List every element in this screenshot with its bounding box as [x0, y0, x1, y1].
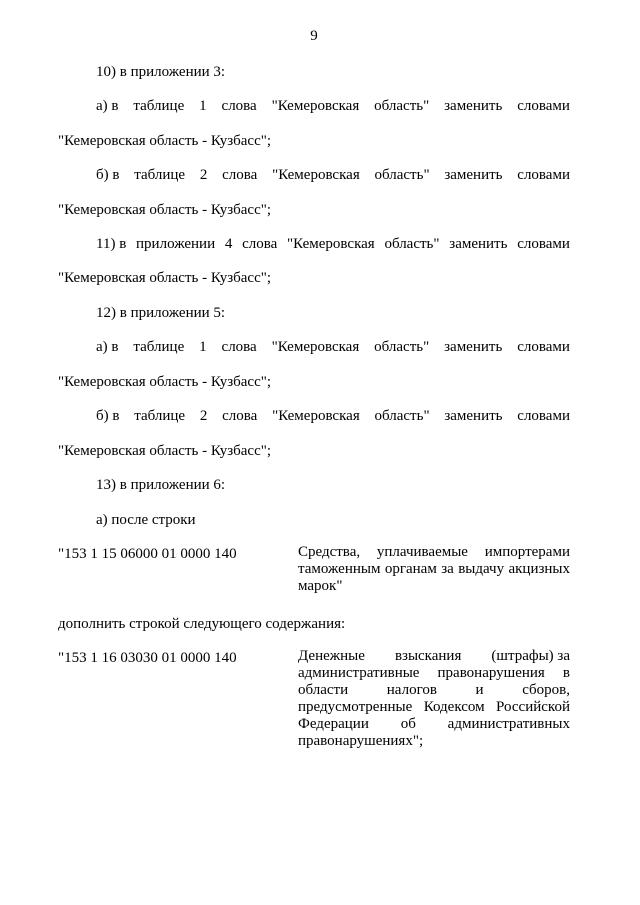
- table-row-2-description: [298, 648, 570, 750]
- word: заменить: [449, 236, 508, 252]
- word: слова: [222, 408, 258, 424]
- word: приложении: [136, 236, 216, 252]
- word: "Кемеровская: [287, 236, 375, 252]
- word: таможенным: [298, 561, 381, 577]
- word: импортерами: [484, 544, 570, 560]
- word: за: [441, 561, 454, 577]
- description-line: [298, 561, 570, 578]
- word: административных: [447, 716, 570, 732]
- word: Российской: [496, 699, 570, 715]
- description-line: [298, 699, 570, 716]
- word: слова: [221, 98, 257, 114]
- word: слова: [242, 236, 278, 252]
- item-12-heading: 12) в приложении 5:: [96, 305, 226, 321]
- word: 1: [199, 98, 207, 114]
- word: Средства,: [298, 544, 361, 560]
- word: а) в: [96, 339, 119, 355]
- word: заменить: [444, 98, 503, 114]
- word: сборов,: [522, 682, 570, 698]
- item-10-heading: 10) в приложении 3:: [96, 64, 226, 80]
- word: слова: [222, 167, 258, 183]
- word: выдачу: [458, 561, 505, 577]
- word: "Кемеровская: [272, 408, 360, 424]
- item-13a-text: а) после строки: [96, 512, 196, 528]
- word: а) в: [96, 98, 119, 114]
- word: заменить: [444, 408, 503, 424]
- word: правонарушениях";: [298, 733, 424, 749]
- word: предусмотренные: [298, 699, 413, 715]
- word: "Кемеровская: [271, 339, 360, 355]
- word: акцизных: [508, 561, 570, 577]
- word: словами: [517, 236, 570, 252]
- word: в: [562, 665, 570, 681]
- description-line: [298, 716, 570, 733]
- word: 2: [199, 408, 208, 424]
- word: область": [374, 408, 430, 424]
- word: Федерации: [298, 716, 369, 732]
- word: административные: [298, 665, 420, 681]
- word: словами: [517, 98, 570, 114]
- item-10b-continuation: "Кемеровская область - Кузбасс";: [58, 202, 272, 218]
- word: и: [475, 682, 484, 698]
- word: Денежные: [298, 648, 365, 664]
- word: таблице: [133, 339, 185, 355]
- word: таблице: [134, 167, 186, 183]
- word: области: [298, 682, 349, 698]
- page-number: 9: [310, 28, 318, 44]
- item-10b-line: [96, 165, 570, 185]
- word: Кодексом: [423, 699, 485, 715]
- word: область": [374, 167, 430, 183]
- word: область": [374, 339, 430, 355]
- description-line: [298, 665, 570, 682]
- word: область": [374, 98, 430, 114]
- item-12a-continuation: "Кемеровская область - Кузбасс";: [58, 374, 272, 390]
- item-11-continuation: "Кемеровская область - Кузбасс";: [58, 270, 272, 286]
- word: словами: [517, 167, 570, 183]
- word: таблице: [134, 408, 186, 424]
- word: область": [384, 236, 440, 252]
- description-line: [298, 682, 570, 699]
- word: уплачиваемые: [376, 544, 468, 560]
- word: словами: [517, 339, 570, 355]
- word: об: [400, 716, 416, 732]
- table-row-1-code: "153 1 15 06000 01 0000 140: [58, 546, 237, 562]
- item-12b-continuation: "Кемеровская область - Кузбасс";: [58, 443, 272, 459]
- word: б) в: [96, 167, 120, 183]
- word: словами: [517, 408, 570, 424]
- word: налогов: [386, 682, 437, 698]
- description-line: [298, 648, 570, 665]
- supplement-text: дополнить строкой следующего содержания:: [58, 616, 346, 632]
- table-row-1-description: [298, 544, 570, 595]
- word: взыскания: [394, 648, 462, 664]
- word: марок": [298, 578, 343, 594]
- word: органам: [384, 561, 437, 577]
- word: таблице: [133, 98, 185, 114]
- word: правонарушения: [437, 665, 545, 681]
- word: 11) в: [96, 236, 127, 252]
- word: б) в: [96, 408, 120, 424]
- item-12a-line: [96, 337, 570, 357]
- table-row-2-code: "153 1 16 03030 01 0000 140: [58, 650, 237, 666]
- description-line: [298, 733, 570, 750]
- word: 2: [199, 167, 208, 183]
- word: слова: [221, 339, 257, 355]
- word: 4: [224, 236, 233, 252]
- item-11-line: [96, 234, 570, 254]
- word: 1: [199, 339, 207, 355]
- description-line: [298, 544, 570, 561]
- item-12b-line: [96, 406, 570, 426]
- word: "Кемеровская: [272, 167, 360, 183]
- item-13-heading: 13) в приложении 6:: [96, 477, 226, 493]
- description-line: [298, 578, 570, 595]
- item-10a-continuation: "Кемеровская область - Кузбасс";: [58, 133, 272, 149]
- word: заменить: [444, 167, 503, 183]
- word: "Кемеровская: [271, 98, 360, 114]
- word: заменить: [444, 339, 503, 355]
- item-10a-line: [96, 96, 570, 116]
- word: (штрафы) за: [491, 648, 570, 664]
